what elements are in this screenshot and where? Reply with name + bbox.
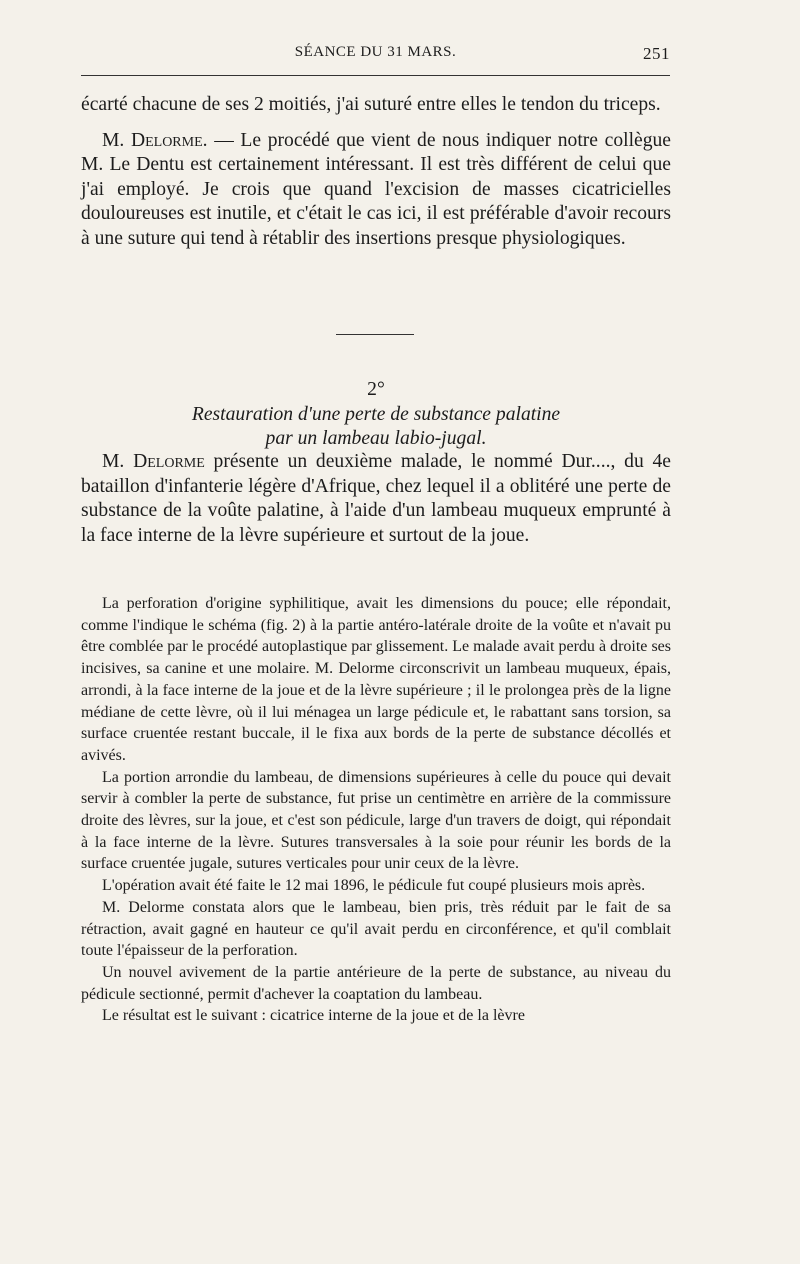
page-number: 251 — [643, 44, 670, 63]
case-paragraph-3: L'opération avait été faite le 12 mai 1896, le pédicule fut coupé plusieurs mois après. — [102, 877, 646, 895]
section-heading-line-1 — [81, 378, 671, 427]
section-number: 2° — [367, 379, 385, 400]
intro-text — [81, 450, 671, 548]
case-paragraph-1: La perforation d'origine syphilitique, avait les dimensions du pouce; elle répondait, comme l'indique le schéma (fig. 2) à la partie antéro-latérale droite de la voûte et n'avait pu être comblée par le procédé autoplastique par glissement. Le malade avait perdu à droite ses incisives, sa canine et une molaire. M. Delorme circonscrivit un lambeau muqueux, épais, arrondi, à la face interne de la joue et de la lèvre supérieure ; il le prolongea près de la ligne médiane de cette lèvre, où il lui ménagea un large pédicule et, le rabattant sans torsion, sa surface cruentée restant buccale, il le fixa aux bords de la perte de substance décollés et avivés. — [81, 595, 671, 764]
case-paragraph-6: Le résultat est le suivant : cicatrice interne de la joue et de la lèvre — [102, 1007, 525, 1025]
section-title-line-1: Restauration d'une perte de substance palatine — [191, 403, 561, 425]
case-report — [81, 593, 671, 1027]
page-header — [81, 44, 670, 66]
intro-paragraph — [81, 450, 671, 548]
speaker-name: M. Delorme. — [102, 129, 208, 151]
section-title-line-2: par un lambeau labio-jugal. — [265, 428, 487, 449]
intro-body: présente un deuxième malade, le nommé Dur...., du 4e bataillon d'infanterie légère d'Afrique, chez lequel il a oblitéré une perte de substance de la voûte palatine, à l'aide d'un lambeau muqueux emprunté à la face interne de la lèvre supérieure et surtout de la joue. — [81, 451, 671, 546]
case-paragraph-2: La portion arrondie du lambeau, de dimensions supérieures à celle du pouce qui devait servir à combler la perte de substance, fut prise un centimètre en arrière de la commissure droite des lèvres, sur la joue, et c'est son pédicule, large d'un travers de doigt, qui répondait à la face interne de la lèvre. Sutures transversales à la soie pour réunir les bords de la surface cruentée jugale, sutures verticales pour unir ceux de la lèvre. — [81, 768, 671, 873]
case-paragraph-5: Un nouvel avivement de la partie antérieure de la perte de substance, au niveau du pédicule sectionné, permit d'achever la coaptation du lambeau. — [81, 963, 671, 1003]
header-rule — [81, 75, 670, 76]
section-heading — [81, 378, 671, 452]
discussion-text — [81, 93, 671, 251]
reply-text: — Le procédé que vient de nous indiquer notre collègue M. Le Dentu est certainement intéressant. Il est très différent de celui que j'ai employé. Je crois que quand l'excision de masses cicatricielles douloureuses est inutile, et c'était le cas ici, il est préférable d'avoir recours à une suture qui tend à rétablir des insertions presque physiologiques. — [81, 129, 671, 249]
delorme-reply-paragraph — [81, 129, 671, 252]
intro-speaker: M. Delorme — [102, 451, 205, 472]
case-paragraph-4: M. Delorme constata alors que le lambeau, bien pris, très réduit par le fait de sa rétraction, avait gagné en hauteur ce qu'il avait perdu en circonférence, et qu'il comblait toute l'épaisseur de la perforation. — [81, 898, 671, 960]
section-separator — [336, 334, 414, 335]
running-title: SÉANCE DU 31 MARS. — [294, 44, 457, 60]
continuation-paragraph: écarté chacune de ses 2 moitiés, j'ai suturé entre elles le tendon du triceps. — [81, 94, 661, 115]
